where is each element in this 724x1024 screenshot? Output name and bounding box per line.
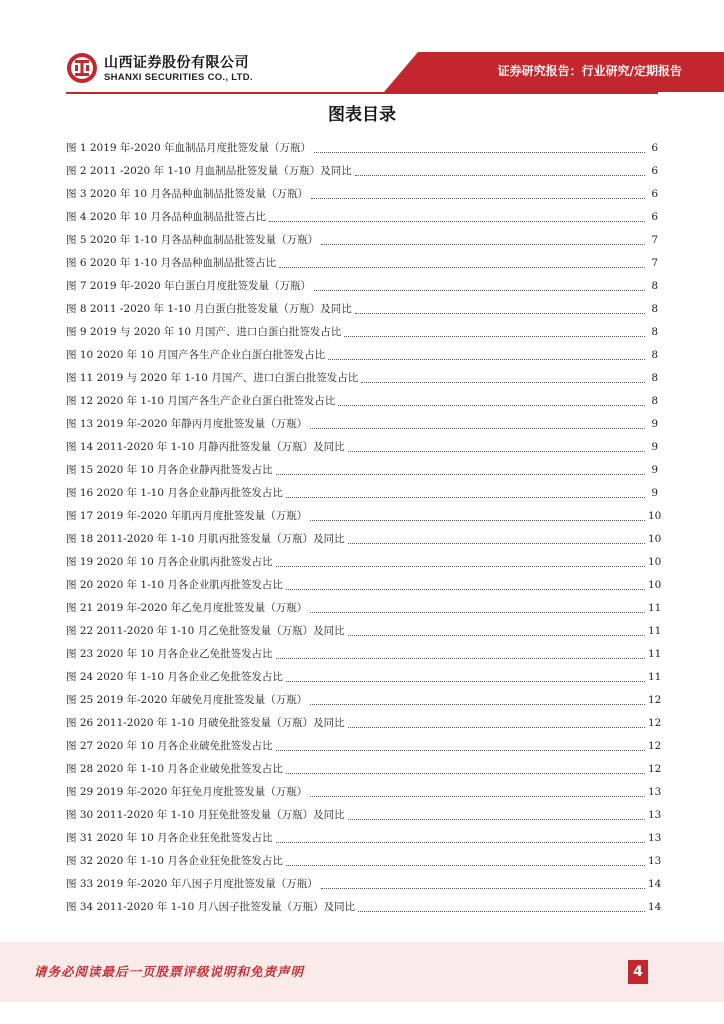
toc-leader-dots	[276, 565, 645, 567]
toc-entry-page: 13	[648, 832, 662, 844]
toc-entry-page: 6	[651, 211, 658, 223]
toc-entry[interactable]	[66, 482, 658, 505]
toc-entry-title: 图 31 2020 年 10 月各企业狂免批签发占比	[66, 832, 273, 844]
toc-entry[interactable]	[66, 390, 658, 413]
toc-entry-title: 图 30 2011-2020 年 1-10 月狂免批签发量（万瓶）及同比	[66, 809, 345, 821]
toc-entry-page: 11	[648, 625, 662, 637]
toc-entry-title: 图 16 2020 年 1-10 月各企业静丙批签发占比	[66, 487, 283, 499]
toc-entry-title: 图 14 2011-2020 年 1-10 月静丙批签发量（万瓶）及同比	[66, 441, 345, 453]
toc-entry-title: 图 20 2020 年 1-10 月各企业肌丙批签发占比	[66, 579, 283, 591]
toc-leader-dots	[310, 427, 645, 429]
page-header	[0, 0, 724, 100]
toc-leader-dots	[310, 519, 645, 521]
toc-entry[interactable]	[66, 620, 662, 643]
toc-leader-dots	[286, 588, 645, 590]
toc-entry[interactable]	[66, 643, 662, 666]
toc-entry-page: 13	[648, 809, 662, 821]
toc-entry[interactable]	[66, 459, 658, 482]
toc-entry-title: 图 15 2020 年 10 月各企业静丙批签发占比	[66, 464, 273, 476]
toc-leader-dots	[338, 404, 645, 406]
toc-entry-title: 图 34 2011-2020 年 1-10 月八因子批签发量（万瓶）及同比	[66, 901, 356, 913]
toc-entry-page: 10	[648, 510, 662, 522]
toc-entry[interactable]	[66, 850, 662, 873]
toc-entry[interactable]	[66, 344, 658, 367]
toc-entry-page: 11	[648, 671, 662, 683]
toc-entry[interactable]	[66, 896, 662, 919]
toc-entry-title: 图 18 2011-2020 年 1-10 月肌丙批签发量（万瓶）及同比	[66, 533, 345, 545]
toc-entry[interactable]	[66, 551, 662, 574]
toc-entry-title: 图 5 2020 年 1-10 月各品种血制品批签发量（万瓶）	[66, 234, 319, 246]
toc-entry-page: 12	[648, 694, 662, 706]
toc-entry-page: 7	[651, 234, 658, 246]
toc-leader-dots	[328, 358, 645, 360]
toc-entry-page: 8	[651, 280, 658, 292]
toc-entry-title: 图 6 2020 年 1-10 月各品种血制品批签占比	[66, 257, 277, 269]
toc-leader-dots	[348, 726, 645, 728]
toc-entry[interactable]	[66, 505, 662, 528]
toc-entry-title: 图 25 2019 年-2020 年破免月度批签发量（万瓶）	[66, 694, 308, 706]
toc-leader-dots	[310, 611, 645, 613]
company-name-en: SHANXI SECURITIES CO., LTD.	[104, 72, 253, 83]
toc-entry[interactable]	[66, 781, 662, 804]
toc-entry-title: 图 9 2019 与 2020 年 10 月国产、进口白蛋白批签发占比	[66, 326, 342, 338]
toc-entry[interactable]	[66, 206, 658, 229]
toc-entry-page: 10	[648, 533, 662, 545]
toc-entry-page: 6	[651, 188, 658, 200]
toc-entry-title: 图 33 2019 年-2020 年八因子月度批签发量（万瓶）	[66, 878, 318, 890]
company-name-cn: 山西证券股份有限公司	[104, 55, 249, 71]
toc-leader-dots	[361, 381, 645, 383]
toc-entry-title: 图 13 2019 年-2020 年静丙月度批签发量（万瓶）	[66, 418, 308, 430]
toc-leader-dots	[269, 220, 645, 222]
toc-entry-page: 11	[648, 602, 662, 614]
toc-entry-title: 图 1 2019 年-2020 年血制品月度批签发量（万瓶）	[66, 142, 312, 154]
toc-entry-title: 图 10 2020 年 10 月国产各生产企业白蛋白批签发占比	[66, 349, 326, 361]
toc-entry[interactable]	[66, 413, 658, 436]
shanxi-securities-logo-icon	[66, 52, 98, 84]
toc-leader-dots	[276, 841, 645, 843]
toc-entry-page: 13	[648, 855, 662, 867]
toc-leader-dots	[355, 174, 645, 176]
toc-leader-dots	[286, 496, 645, 498]
toc-entry-page: 9	[651, 464, 658, 476]
toc-leader-dots	[348, 450, 645, 452]
toc-leader-dots	[276, 473, 645, 475]
toc-entry[interactable]	[66, 252, 658, 275]
toc-entry[interactable]	[66, 367, 658, 390]
toc-entry-page: 8	[651, 303, 658, 315]
toc-leader-dots	[279, 266, 645, 268]
toc-entry-title: 图 26 2011-2020 年 1-10 月破免批签发量（万瓶）及同比	[66, 717, 345, 729]
toc-entry[interactable]	[66, 160, 658, 183]
toc-entry-title: 图 2 2011 -2020 年 1-10 月血制品批签发量（万瓶）及同比	[66, 165, 352, 177]
report-type-label: 证券研究报告：行业研究/定期报告	[497, 64, 682, 78]
toc-entry[interactable]	[66, 758, 662, 781]
toc-entry-page: 8	[651, 372, 658, 384]
header-divider	[66, 92, 658, 94]
toc-entry[interactable]	[66, 321, 658, 344]
toc-leader-dots	[321, 243, 645, 245]
toc-entry-title: 图 28 2020 年 1-10 月各企业破免批签发占比	[66, 763, 283, 775]
toc-entry-title: 图 29 2019 年-2020 年狂免月度批签发量（万瓶）	[66, 786, 308, 798]
toc-entry-title: 图 22 2011-2020 年 1-10 月乙免批签发量（万瓶）及同比	[66, 625, 345, 637]
toc-entry[interactable]	[66, 229, 658, 252]
table-of-figures	[66, 137, 662, 919]
toc-entry-title: 图 7 2019 年-2020 年白蛋白月度批签发量（万瓶）	[66, 280, 312, 292]
toc-leader-dots	[321, 887, 645, 889]
toc-entry-page: 8	[651, 326, 658, 338]
toc-entry-page: 6	[651, 142, 658, 154]
toc-entry[interactable]	[66, 804, 662, 827]
toc-entry[interactable]	[66, 873, 662, 896]
toc-entry-page: 11	[648, 648, 662, 660]
footer-disclaimer: 请务必阅读最后一页股票评级说明和免责声明	[34, 964, 305, 979]
toc-leader-dots	[311, 197, 645, 199]
toc-leader-dots	[310, 795, 645, 797]
toc-entry-page: 14	[648, 901, 662, 913]
toc-leader-dots	[314, 151, 645, 153]
toc-leader-dots	[344, 335, 645, 337]
toc-entry-title: 图 24 2020 年 1-10 月各企业乙免批签发占比	[66, 671, 283, 683]
toc-entry[interactable]	[66, 528, 662, 551]
toc-entry-page: 9	[651, 418, 658, 430]
toc-entry[interactable]	[66, 712, 662, 735]
toc-entry-title: 图 3 2020 年 10 月各品种血制品批签发量（万瓶）	[66, 188, 308, 200]
toc-entry-title: 图 23 2020 年 10 月各企业乙免批签发占比	[66, 648, 273, 660]
toc-entry[interactable]	[66, 275, 658, 298]
toc-entry[interactable]	[66, 298, 658, 321]
toc-leader-dots	[276, 657, 645, 659]
toc-entry-page: 14	[648, 878, 662, 890]
toc-entry-page: 9	[651, 487, 658, 499]
toc-entry[interactable]	[66, 735, 662, 758]
toc-leader-dots	[286, 772, 645, 774]
toc-entry-page: 7	[651, 257, 658, 269]
toc-entry-page: 8	[651, 349, 658, 361]
toc-entry-title: 图 21 2019 年-2020 年乙免月度批签发量（万瓶）	[66, 602, 308, 614]
toc-leader-dots	[348, 542, 645, 544]
toc-leader-dots	[355, 312, 645, 314]
page-number: 4	[628, 960, 648, 984]
toc-entry-title: 图 27 2020 年 10 月各企业破免批签发占比	[66, 740, 273, 752]
toc-entry-title: 图 32 2020 年 1-10 月各企业狂免批签发占比	[66, 855, 283, 867]
toc-entry[interactable]	[66, 183, 658, 206]
toc-entry-page: 12	[648, 717, 662, 729]
toc-leader-dots	[348, 818, 645, 820]
toc-leader-dots	[314, 289, 645, 291]
toc-entry[interactable]	[66, 574, 662, 597]
toc-entry-page: 6	[651, 165, 658, 177]
toc-entry-page: 10	[648, 579, 662, 591]
toc-entry-page: 9	[651, 441, 658, 453]
toc-leader-dots	[286, 680, 645, 682]
toc-entry-page: 13	[648, 786, 662, 798]
toc-entry-page: 12	[648, 740, 662, 752]
toc-entry[interactable]	[66, 436, 658, 459]
toc-entry[interactable]	[66, 597, 662, 620]
toc-entry-title: 图 17 2019 年-2020 年肌丙月度批签发量（万瓶）	[66, 510, 308, 522]
toc-entry-page: 8	[651, 395, 658, 407]
toc-leader-dots	[276, 749, 645, 751]
toc-entry-title: 图 12 2020 年 1-10 月国产各生产企业白蛋白批签发占比	[66, 395, 336, 407]
toc-entry-page: 10	[648, 556, 662, 568]
toc-entry-title: 图 11 2019 与 2020 年 1-10 月国产、进口白蛋白批签发占比	[66, 372, 359, 384]
toc-entry-page: 12	[648, 763, 662, 775]
page-title: 图表目录	[328, 105, 396, 125]
toc-entry-title: 图 19 2020 年 10 月各企业肌丙批签发占比	[66, 556, 273, 568]
toc-leader-dots	[358, 910, 645, 912]
toc-entry[interactable]	[66, 689, 662, 712]
toc-leader-dots	[286, 864, 645, 866]
toc-entry[interactable]	[66, 137, 658, 160]
toc-entry[interactable]	[66, 666, 662, 689]
toc-leader-dots	[348, 634, 645, 636]
toc-leader-dots	[310, 703, 645, 705]
toc-entry[interactable]	[66, 827, 662, 850]
toc-entry-title: 图 4 2020 年 10 月各品种血制品批签占比	[66, 211, 266, 223]
toc-entry-title: 图 8 2011 -2020 年 1-10 月白蛋白批签发量（万瓶）及同比	[66, 303, 352, 315]
